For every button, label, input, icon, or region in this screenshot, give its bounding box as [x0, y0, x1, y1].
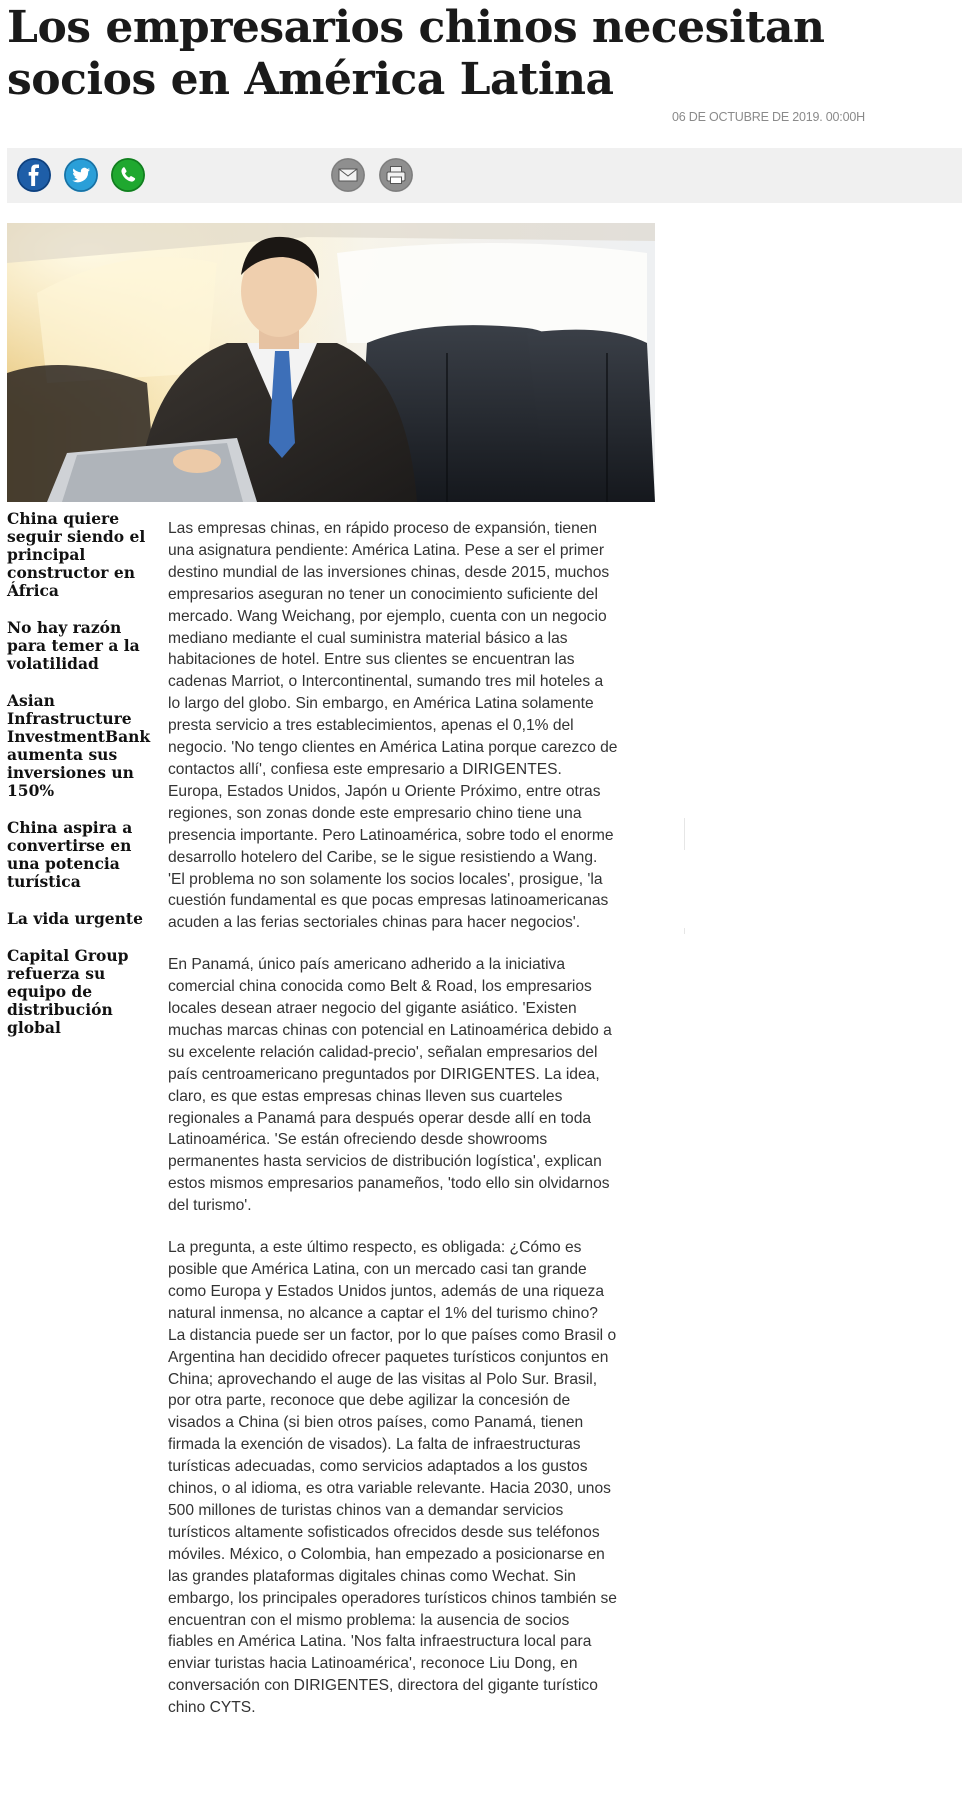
related-article-link[interactable]: China aspira a convertirse en una potencia turística — [7, 818, 133, 891]
related-article-link[interactable]: China quiere seguir siendo el principal constructor en África — [7, 509, 146, 600]
email-icon[interactable] — [331, 158, 365, 192]
article-paragraph: En Panamá, único país americano adherido a la iniciativa comercial china conocida como Belt & Road, los empresarios locales desean atraer negocio del gigante asiático. 'Existen muchas marcas chinas con potencial en Latinoamérica debido a su excelente relación calidad-precio', señalan empresarios del país centroamericano preguntados por DIRIGENTES. La idea, claro, es que estas empresas chinas lleven sus cuarteles regionales a Panamá para después operar desde allí en toda Latinoamérica. 'Se están ofreciendo desde showrooms permanentes hasta servicios de distribución logística', explican estos mismos empresarios panameños, 'todo ello sin olvidarnos del turismo'. — [168, 956, 612, 1215]
article-paragraph: Las empresas chinas, en rápido proceso de expansión, tienen una asignatura pendiente: América Latina. Pese a ser el primer destino mundial de las inversiones chinas, desde 2015, muchos empresarios aseguran no tener un conocimiento suficiente del mercado. Wang Weichang, por ejemplo, cuenta con un negocio mediano mediante el cual suministra material básico a las habitaciones de hotel. Entre sus clientes se encuentran las cadenas Marriot, o Intercontinental, sumando tres mil hoteles a lo largo del globo. Sin embargo, en América Latina solamente presta servicio a tres establecimientos, apenas el 0,1% del negocio. 'No tengo clientes en América Latina porque carezco de contactos allí', confiesa este empresario a DIRIGENTES. Europa, Estados Unidos, Japón u Oriente Próximo, entre otras regiones, son zonas donde este empresario chino tiene una presencia importante. Pero Latinoamérica, sobre todo el enorme desarrollo hotelero del Caribe, se le sigue resistiendo a Wang. 'El problema no son solamente los socios locales', prosigue, 'la cuestión fundamental es que pocas empresas latinoamericanas acuden a las ferias sectoriales chinas para hacer negocios'. — [168, 520, 618, 932]
article-title: Los empresarios chinos necesitan socios en América Latina — [7, 2, 825, 105]
article-hero-image — [7, 223, 655, 502]
article-body — [168, 518, 618, 1739]
twitter-icon[interactable] — [64, 158, 98, 192]
related-article-link[interactable]: Asian Infrastructure InvestmentBank aumenta sus inversiones un 150% — [7, 691, 151, 800]
related-article-link[interactable]: La vida urgente — [7, 909, 143, 928]
divider — [684, 928, 685, 934]
print-icon[interactable] — [379, 158, 413, 192]
related-articles — [7, 509, 151, 1056]
divider — [684, 818, 685, 850]
article-paragraph: La pregunta, a este último respecto, es obligada: ¿Cómo es posible que América Latina, con un mercado casi tan grande como Europa y Estados Unidos juntos, además de una riqueza natural inmensa, no alcance a captar el 1% del turismo chino? La distancia puede ser un factor, por lo que países como Brasil o Argentina han decidido ofrecer paquetes turísticos conjuntos en China; aprovechando el auge de las visitas al Polo Sur. Brasil, por otra parte, reconoce que debe agilizar la concesión de visados a China (si bien otros países, como Panamá, tienen firmada la exención de visados). La falta de infraestructuras turísticas adecuadas, como servicios adaptados a los gustos chinos, o al idioma, es otra variable relevante. Hacia 2030, unos 500 millones de turistas chinos van a demandar servicios turísticos altamente sofisticados ofrecidos desde sus teléfonos móviles. México, o Colombia, han empezado a posicionarse en las grandes plataformas digitales chinas como Wechat. Sin embargo, los principales operadores turísticos chinos también se encuentran con el mismo problema: la ausencia de socios fiables en América Latina. 'Nos falta infraestructura local para enviar turistas hacia Latinoamérica', reconoce Liu Dong, en conversación con DIRIGENTES, directora del gigante turístico chino CYTS. — [168, 1239, 617, 1717]
facebook-icon[interactable] — [17, 158, 51, 192]
related-article-link[interactable]: Capital Group refuerza su equipo de distribución global — [7, 946, 129, 1037]
article-date: 06 DE OCTUBRE DE 2019. 00:00H — [672, 110, 865, 124]
whatsapp-icon[interactable] — [111, 158, 145, 192]
related-article-link[interactable]: No hay razón para temer a la volatilidad — [7, 618, 140, 673]
hero-photo — [7, 223, 655, 502]
share-bar — [7, 148, 962, 203]
